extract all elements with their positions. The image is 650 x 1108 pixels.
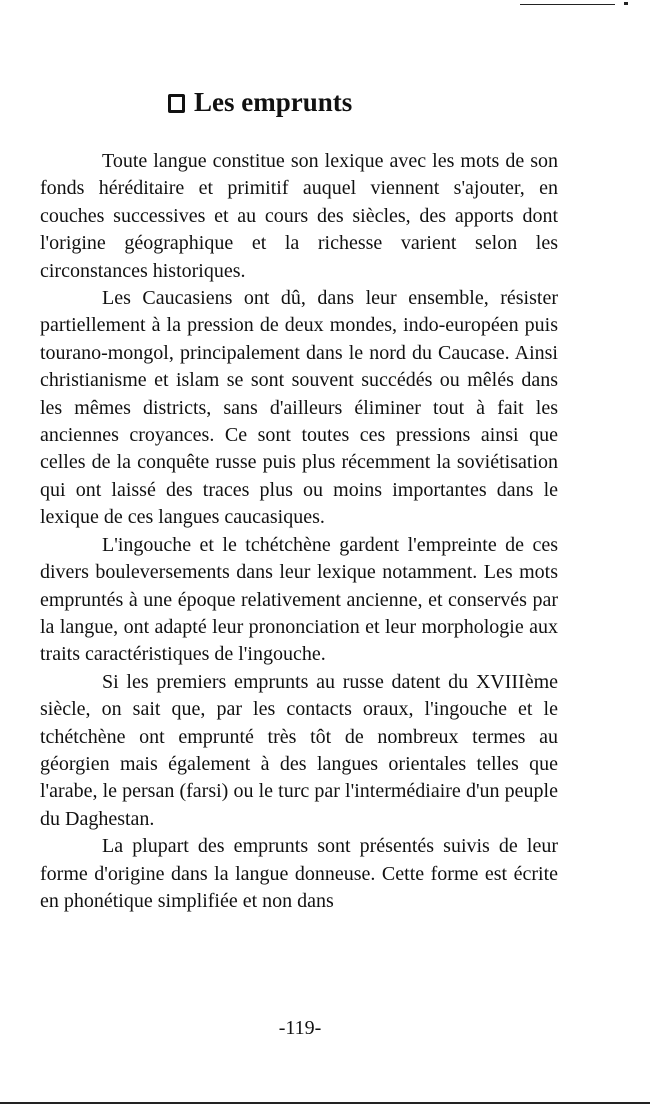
- paragraph-4: Si les premiers emprunts au russe datent du XVIIIème siècle, on sait que, par les contacts oraux, l'ingouche et le tchétchène ont emprunté très tôt de nombreux termes au géorgien mais également à des langues orientales telles que l'arabe, le persan (farsi) ou le turc par l'intermédiaire d'un peuple du Daghestan.: [40, 670, 558, 830]
- top-rule: [520, 4, 615, 5]
- top-rule-mark: [624, 2, 628, 5]
- section-title: Les emprunts: [194, 87, 353, 117]
- page-number: -119-: [278, 1017, 322, 1039]
- paragraph-3: L'ingouche et le tchétchène gardent l'empreinte de ces divers bouleversements dans leur lexique notamment. Les mots empruntés à une époque relativement ancienne, et conservés par la langue, ont adapté leur prononciation et leur morphologie aux traits caractéristiques de l'ingouche.: [40, 533, 558, 666]
- paragraph-1: Toute langue constitue son lexique avec les mots de son fonds héréditaire et primitif auquel viennent s'ajouter, en couches successives et au cours des siècles, des apports dont l'origine géographique et la richesse varient selon les circonstances historiques.: [40, 150, 558, 282]
- section-heading: [168, 84, 352, 120]
- bottom-rule: [0, 1102, 650, 1104]
- square-box-icon: [168, 94, 185, 113]
- paragraph-2: Les Caucasiens ont dû, dans leur ensemble, résister partiellement à la pression de deux mondes, indo-européen puis tourano-mongol, principalement dans le nord du Caucase. Ainsi christianisme et islam se sont souvent succédés ou mêlés dans les mêmes districts, sans d'ailleurs éliminer tout à fait les anciennes croyances. Ce sont toutes ces pressions ainsi que celles de la conquête russe puis plus récemment la soviétisation qui ont laissé des traces plus ou moins importantes dans le lexique de ces langues caucasiques.: [40, 287, 558, 529]
- paragraph-5: La plupart des emprunts sont présentés suivis de leur forme d'origine dans la langue donneuse. Cette forme est écrite en phonétique simplifiée et non dans: [40, 835, 558, 912]
- body-text: [40, 148, 558, 915]
